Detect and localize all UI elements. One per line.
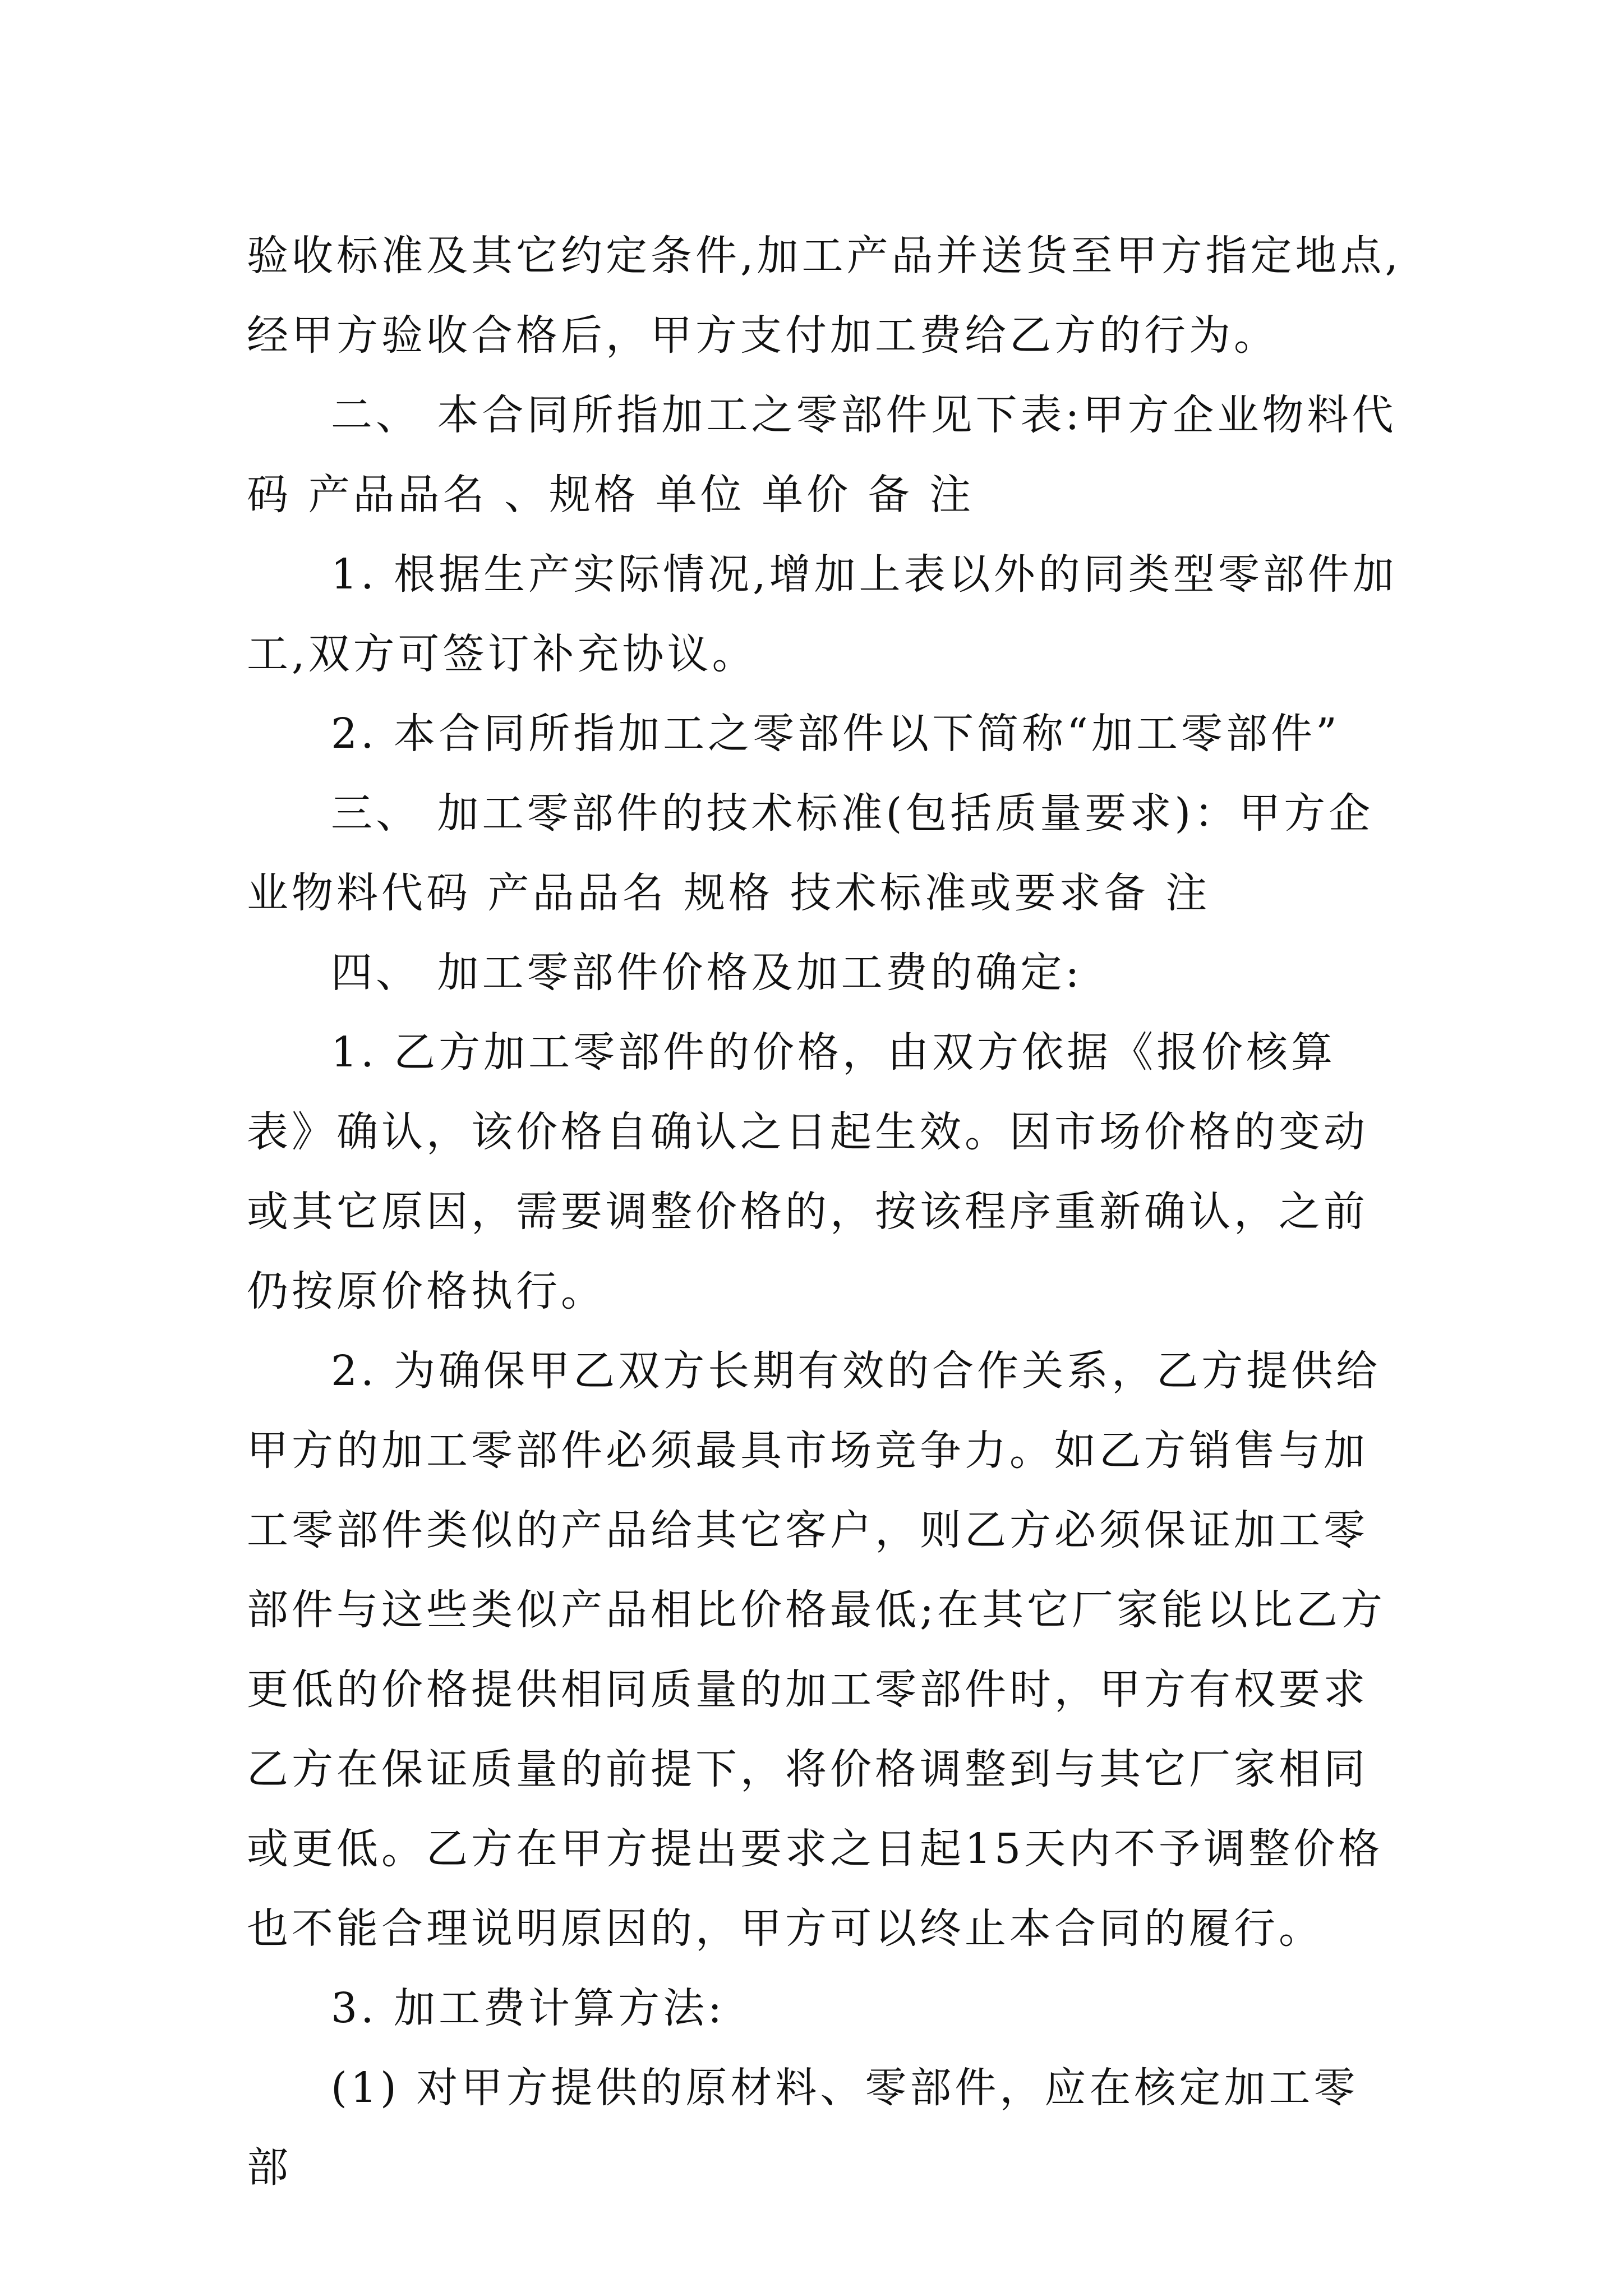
document-body	[247, 216, 1402, 2207]
paragraph-continuation: 验收标准及其它约定条件,加工产品并送货至甲方指定地点,经甲方验收合格后，甲方支付加工费给乙方的行为。	[247, 232, 1402, 360]
paragraph-4-3: 3. 加工费计算方法:	[331, 1984, 726, 2032]
paragraph-section-4: 四、 加工零部件价格及加工费的确定:	[331, 949, 1083, 997]
paragraph-2-2: 2. 本合同所指加工之零部件以下简称“加工零部件”	[331, 710, 1340, 758]
paragraph-4-1: 1. 乙方加工零部件的价格，由双方依据《报价核算表》确认，该价格自确认之日起生效。因市场价格的变动或其它原因，需要调整价格的，按该程序重新确认，之前仍按原价格执行。	[247, 1028, 1368, 1315]
paragraph-4-3-1: (1) 对甲方提供的原材料、零部件，应在核定加工零部	[247, 2064, 1359, 2192]
paragraph-4-2: 2. 为确保甲乙双方长期有效的合作关系，乙方提供给甲方的加工零部件必须最具市场竞争力。如乙方销售与加工零部件类似的产品给其它客户，则乙方必须保证加工零部件与这些类似产品相比价格最低;在其它厂家能以比乙方更低的价格提供相同质量的加工零部件时，甲方有权要求乙方在保证质量的前提下，将价格调整到与其它厂家相同或更低。乙方在甲方提出要求之日起15天内不予调整价格也不能合理说明原因的，甲方可以终止本合同的履行。	[247, 1347, 1386, 1953]
paragraph-2-1: 1. 根据生产实际情况,增加上表以外的同类型零部件加工,双方可签订补充协议。	[247, 550, 1398, 678]
paragraph-section-2: 二、 本合同所指加工之零部件见下表:甲方企业物料代码 产品品名 、规格 单位 单价 备 注	[247, 391, 1397, 519]
paragraph-section-3: 三、 加工零部件的技术标准(包括质量要求)：甲方企业物料代码 产品品名 规格 技术标准或要求备 注	[247, 789, 1374, 917]
